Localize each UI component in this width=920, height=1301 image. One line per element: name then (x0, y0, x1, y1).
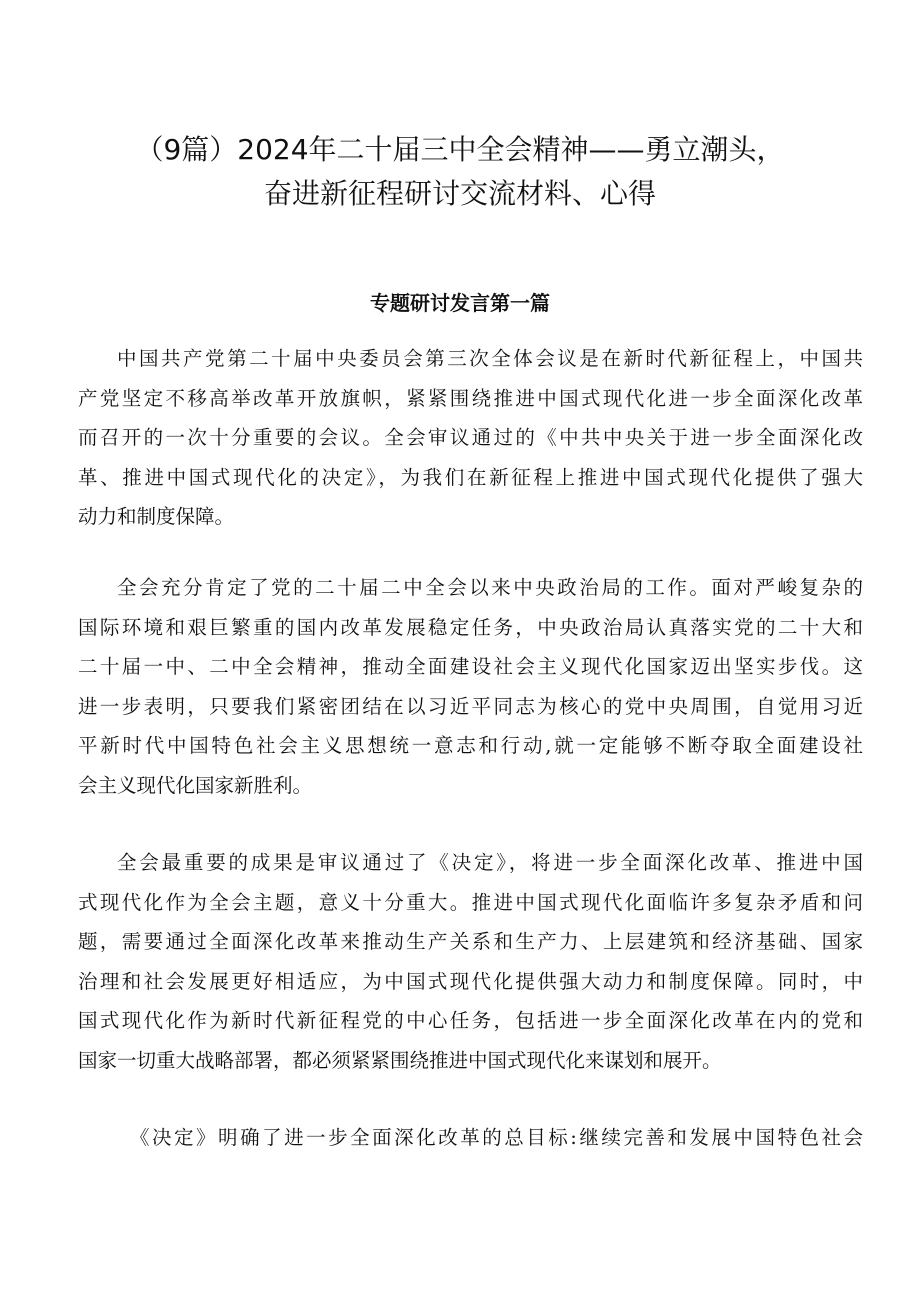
paragraph-2-line-2: 国际环境和艰巨繁重的国内改革发展稳定任务，中央政治局认真落实党的二十大和 (78, 615, 863, 639)
paragraph-1-line-1: 中国共产党第二十届中央委员会第三次全体会议是在新时代新征程上，中国共 (117, 347, 863, 370)
paragraph-1-line-3: 而召开的一次十分重要的会议。全会审议通过的《中共中央关于进一步全面深化改 (78, 426, 863, 449)
paragraph-2-line-3: 二十届一中、二中全会精神，推动全面建设社会主义现代化国家迈出坚实步伐。这 (78, 655, 863, 678)
title-line-1: （9篇）2024年二十届三中全会精神——勇立潮头， (135, 133, 785, 166)
paragraph-2 (78, 568, 863, 805)
paragraph-3-line-3: 题，需要通过全面深化改革来推动生产关系和生产力、上层建筑和经济基础、国家 (78, 930, 863, 953)
paragraph-1 (78, 339, 863, 537)
paragraph-3-line-6: 国家一切重大战略部署，都必须紧紧围绕推进中国式现代化来谋划和展开。 (78, 1048, 722, 1072)
paragraph-3-line-1: 全会最重要的成果是审议通过了《决定》，将进一步全面深化改革、推进中国 (117, 851, 863, 874)
paragraph-1-line-2: 产党坚定不移高举改革开放旗帜，紧紧围绕推进中国式现代化进一步全面深化改革 (78, 386, 863, 410)
paragraph-2-line-4: 进一步表明，只要我们紧密团结在以习近平同志为核心的党中央周围，自觉用习近 (78, 694, 863, 718)
paragraph-2-line-1: 全会充分肯定了党的二十届二中全会以来中央政治局的工作。面对严峻复杂的 (117, 576, 863, 599)
paragraph-2-line-6: 会主义现代化国家新胜利。 (78, 773, 313, 797)
paragraph-4-line-1: 《决定》明确了进一步全面深化改革的总目标:继续完善和发展中国特色社会 (130, 1126, 863, 1149)
paragraph-3 (78, 843, 863, 1080)
paragraph-1-line-4: 革、推进中国式现代化的决定》，为我们在新征程上推进中国式现代化提供了强大 (78, 465, 863, 489)
paragraph-1-line-5: 动力和制度保障。 (78, 505, 235, 528)
title-line-2: 奋进新征程研讨交流材料、心得 (263, 177, 656, 210)
paragraph-3-line-5: 国式现代化作为新时代新征程党的中心任务，包括进一步全面深化改革在内的党和 (78, 1009, 863, 1032)
document-title (60, 128, 860, 216)
paragraph-2-line-5: 平新时代中国特色社会主义思想统一意志和行动,就一定能够不断夺取全面建设社 (78, 734, 863, 757)
paragraph-3-line-2: 式现代化作为全会主题，意义十分重大。推进中国式现代化面临许多复杂矛盾和问 (78, 890, 863, 914)
paragraph-3-line-4: 治理和社会发展更好相适应，为中国式现代化提供强大动力和制度保障。同时，中 (78, 969, 863, 993)
section-heading: 专题研讨发言第一篇 (370, 291, 550, 315)
paragraph-4 (78, 1118, 863, 1158)
